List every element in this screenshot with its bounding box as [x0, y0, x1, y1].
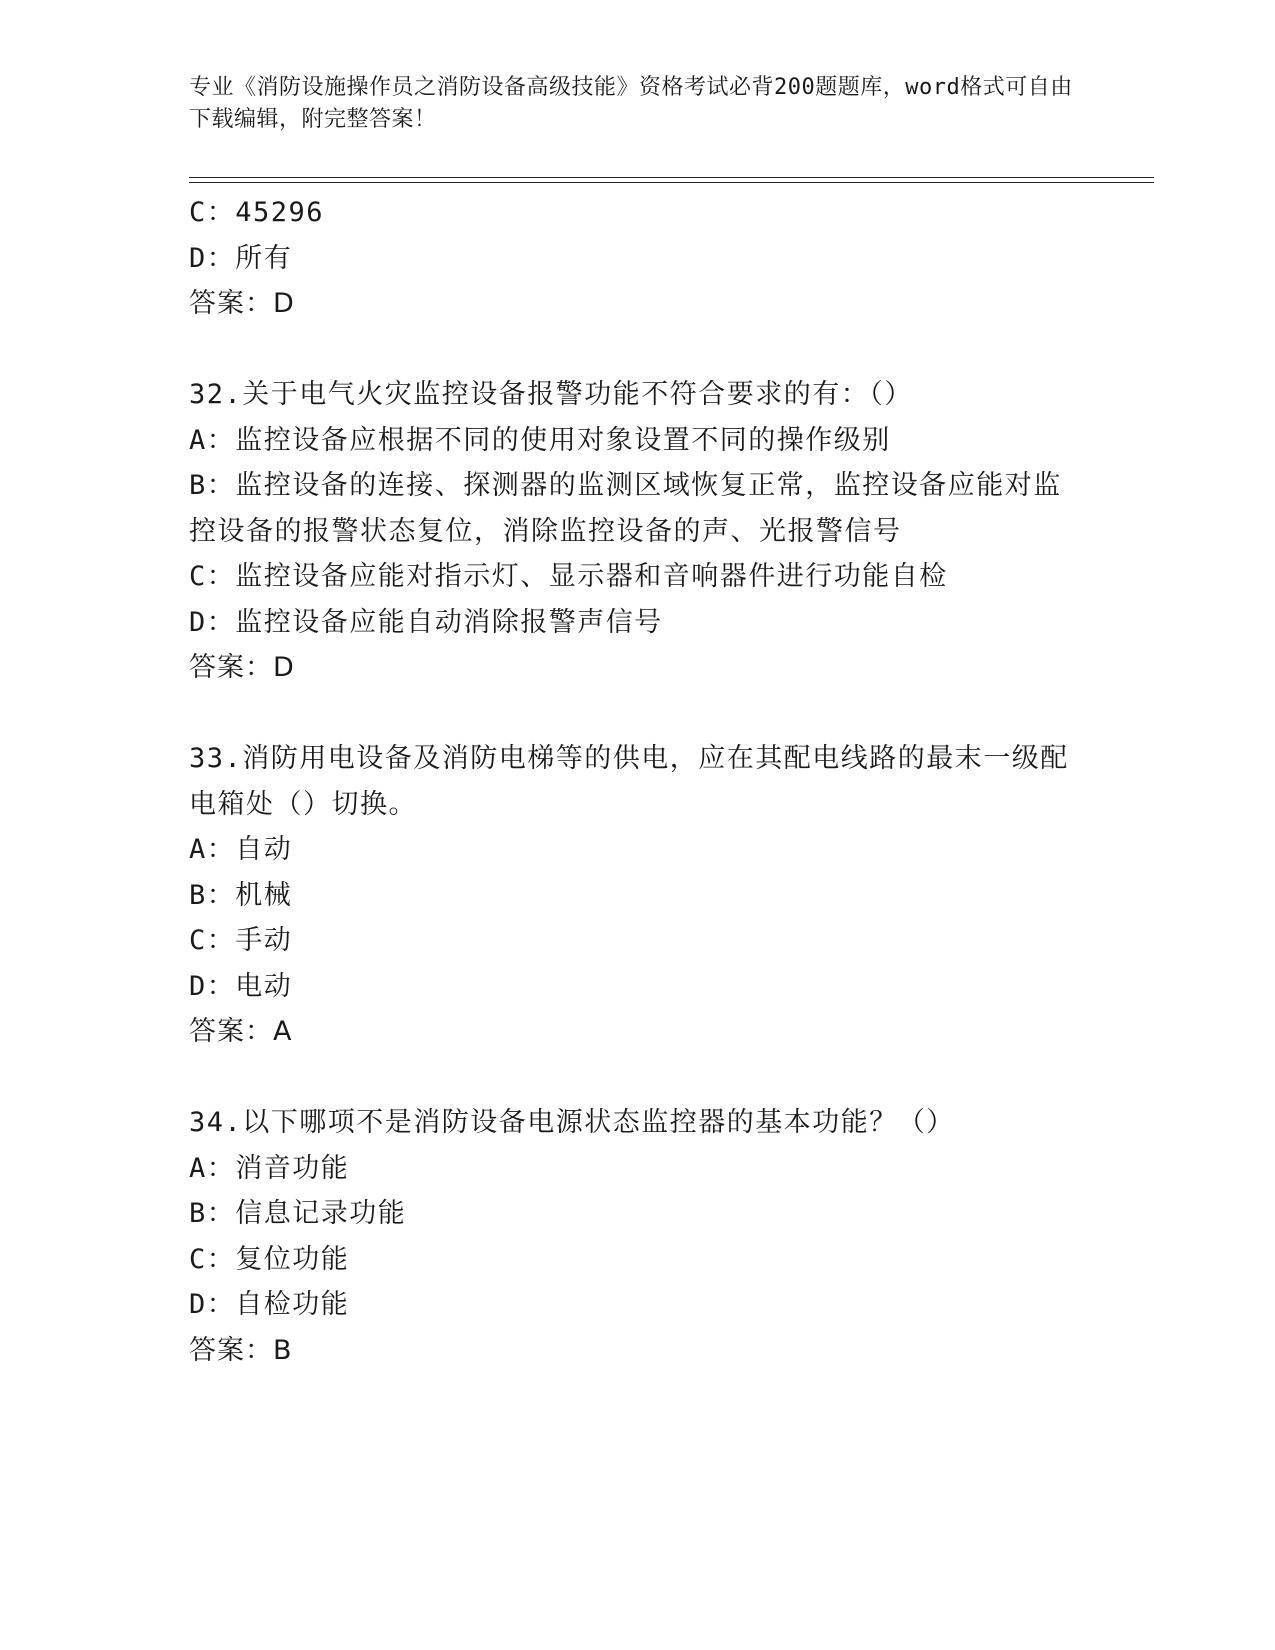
question-content — [189, 190, 1089, 1373]
option-label: C： — [189, 925, 236, 956]
answer-line: 答案：B — [189, 1334, 293, 1366]
option-line — [189, 918, 1089, 964]
answer-line: 答案：D — [189, 652, 295, 683]
option-text: 消音功能 — [235, 1152, 350, 1184]
option-label: D： — [189, 606, 236, 638]
spacer — [189, 327, 1089, 373]
option-label: A： — [189, 1152, 236, 1184]
option-text: 自动 — [235, 834, 293, 865]
option-line — [189, 463, 1089, 554]
option-text: 手动 — [235, 925, 293, 956]
question-stem: 34.以下哪项不是消防设备电源状态监控器的基本功能？（） — [189, 1107, 955, 1138]
question-stem: 33.消防用电设备及消防电梯等的供电，应在其配电线路的最末一级配电箱处（）切换。 — [189, 743, 1069, 820]
option-label: B： — [189, 470, 236, 501]
option-label: A： — [189, 834, 236, 865]
option-line — [189, 236, 1089, 282]
header-divider-bottom — [189, 182, 1154, 183]
option-line — [189, 554, 1089, 600]
option-text: 复位功能 — [235, 1243, 350, 1275]
header-divider-top — [189, 177, 1154, 178]
option-label: B： — [189, 1198, 236, 1229]
option-text: 监控设备应能对指示灯、显示器和音响器件进行功能自检 — [235, 561, 948, 592]
option-label: D： — [189, 1289, 236, 1320]
option-label: B： — [189, 879, 236, 911]
option-line — [189, 1146, 1089, 1192]
spacer — [189, 1055, 1089, 1101]
option-line — [189, 1191, 1089, 1237]
option-text: 信息记录功能 — [235, 1198, 407, 1229]
option-label: D： — [189, 970, 236, 1002]
option-line — [189, 190, 1089, 236]
page-header: 专业《消防设施操作员之消防设备高级技能》资格考试必背200题题库，word格式可自由下载编辑，附完整答案！ — [189, 75, 1073, 132]
option-line — [189, 1237, 1089, 1283]
option-line — [189, 964, 1089, 1010]
option-text: 机械 — [235, 879, 293, 911]
option-line — [189, 418, 1089, 464]
option-text: 自检功能 — [235, 1289, 350, 1320]
option-text: 监控设备的连接、探测器的监测区域恢复正常，监控设备应能对监控设备的报警状态复位，消除监控设备的声、光报警信号 — [189, 470, 1062, 547]
option-text: 监控设备应根据不同的使用对象设置不同的操作级别 — [235, 424, 891, 456]
question-stem: 32.关于电气火灾监控设备报警功能不符合要求的有：（） — [189, 379, 913, 410]
option-label: A： — [189, 424, 236, 456]
option-label: C： — [189, 197, 236, 228]
answer-line: 答案：A — [189, 1016, 293, 1047]
option-line — [189, 600, 1089, 646]
option-label: C： — [189, 1243, 236, 1275]
option-text: 监控设备应能自动消除报警声信号 — [235, 606, 663, 638]
option-text: 45296 — [235, 197, 325, 228]
option-line — [189, 827, 1089, 873]
option-line — [189, 1282, 1089, 1328]
spacer — [189, 691, 1089, 737]
option-line — [189, 873, 1089, 919]
option-label: D： — [189, 242, 236, 274]
option-text: 电动 — [235, 970, 293, 1002]
option-text: 所有 — [235, 242, 293, 274]
answer-line: 答案：D — [189, 288, 295, 319]
option-label: C： — [189, 561, 236, 592]
